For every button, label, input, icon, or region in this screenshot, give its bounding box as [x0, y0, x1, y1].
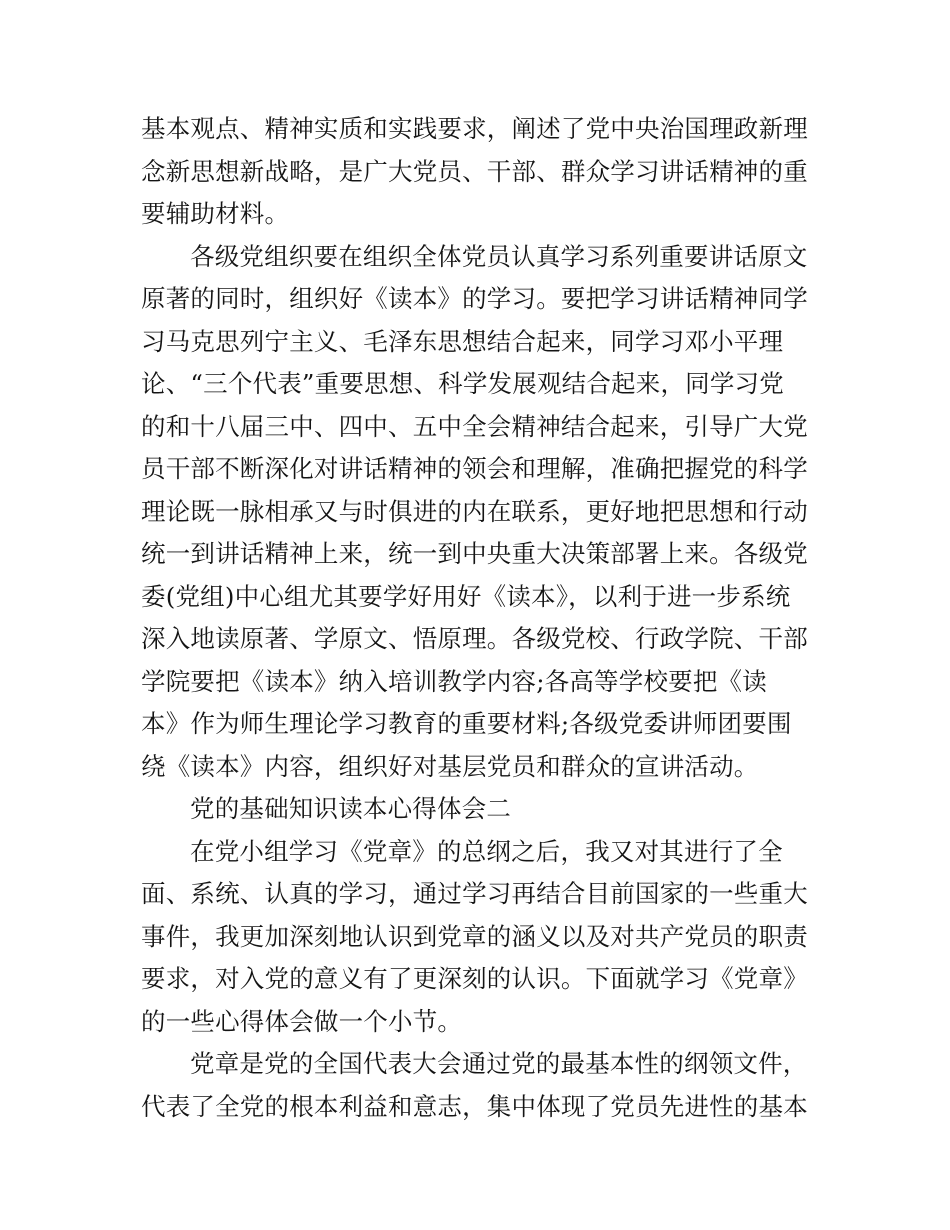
text-line: 在党小组学习《党章》的总纲之后，我又对其进行了全: [190, 836, 783, 866]
text-line: 各级党组织要在组织全体党员认真学习系列重要讲话原文: [190, 241, 808, 271]
text-line: 党章是党的全国代表大会通过党的最基本性的纲领文件，: [190, 1049, 808, 1078]
document-body: [141, 108, 821, 1128]
text-line: 原著的同时，组织好《读本》的学习。要把学习讲话精神同学: [141, 284, 808, 313]
text-line: 统一到讲话精神上来，统一到中央重大决策部署上来。各级党: [141, 539, 808, 568]
text-line: 党的基础知识读本心得体会二: [190, 794, 512, 823]
text-line: 代表了全党的根本利益和意志，集中体现了党员先进性的基本: [141, 1091, 808, 1121]
text-line: 委(党组)中心组尤其要学好用好《读本》，以利于进一步系统: [141, 581, 791, 611]
text-line: 的和十八届三中、四中、五中全会精神结合起来，引导广大党: [141, 411, 808, 441]
text-line: 要求，对入党的意义有了更深刻的认识。下面就学习《党章》: [141, 964, 808, 993]
text-line: 学院要把《读本》纳入培训教学内容;各高等学校要把《读: [141, 666, 767, 696]
text-line: 理论既一脉相承又与时俱进的内在联系，更好地把思想和行动: [141, 496, 808, 526]
text-line: 基本观点、精神实质和实践要求，阐述了党中央治国理政新理: [141, 114, 808, 143]
text-line: 要辅助材料。: [141, 199, 290, 228]
text-line: 员干部不断深化对讲话精神的领会和理解，准确把握党的科学: [141, 454, 808, 483]
text-line: 本》作为师生理论学习教育的重要材料;各级党委讲师团要围: [141, 709, 792, 738]
text-line: 论、“三个代表”重要思想、科学发展观结合起来，同学习党: [141, 369, 784, 398]
text-line: 面、系统、认真的学习，通过学习再结合目前国家的一些重大: [141, 879, 808, 908]
text-line: 深入地读原著、学原文、悟原理。各级党校、行政学院、干部: [141, 624, 808, 653]
text-line: 习马克思列宁主义、毛泽东思想结合起来，同学习邓小平理: [141, 326, 784, 356]
text-line: 事件，我更加深刻地认识到党章的涵义以及对共产党员的职责: [141, 921, 808, 951]
text-line: 的一些心得体会做一个小节。: [141, 1006, 463, 1036]
text-line: 念新思想新战略，是广大党员、干部、群众学习讲话精神的重: [141, 156, 808, 186]
text-line: 绕《读本》内容，组织好对基层党员和群众的宣讲活动。: [141, 751, 759, 781]
